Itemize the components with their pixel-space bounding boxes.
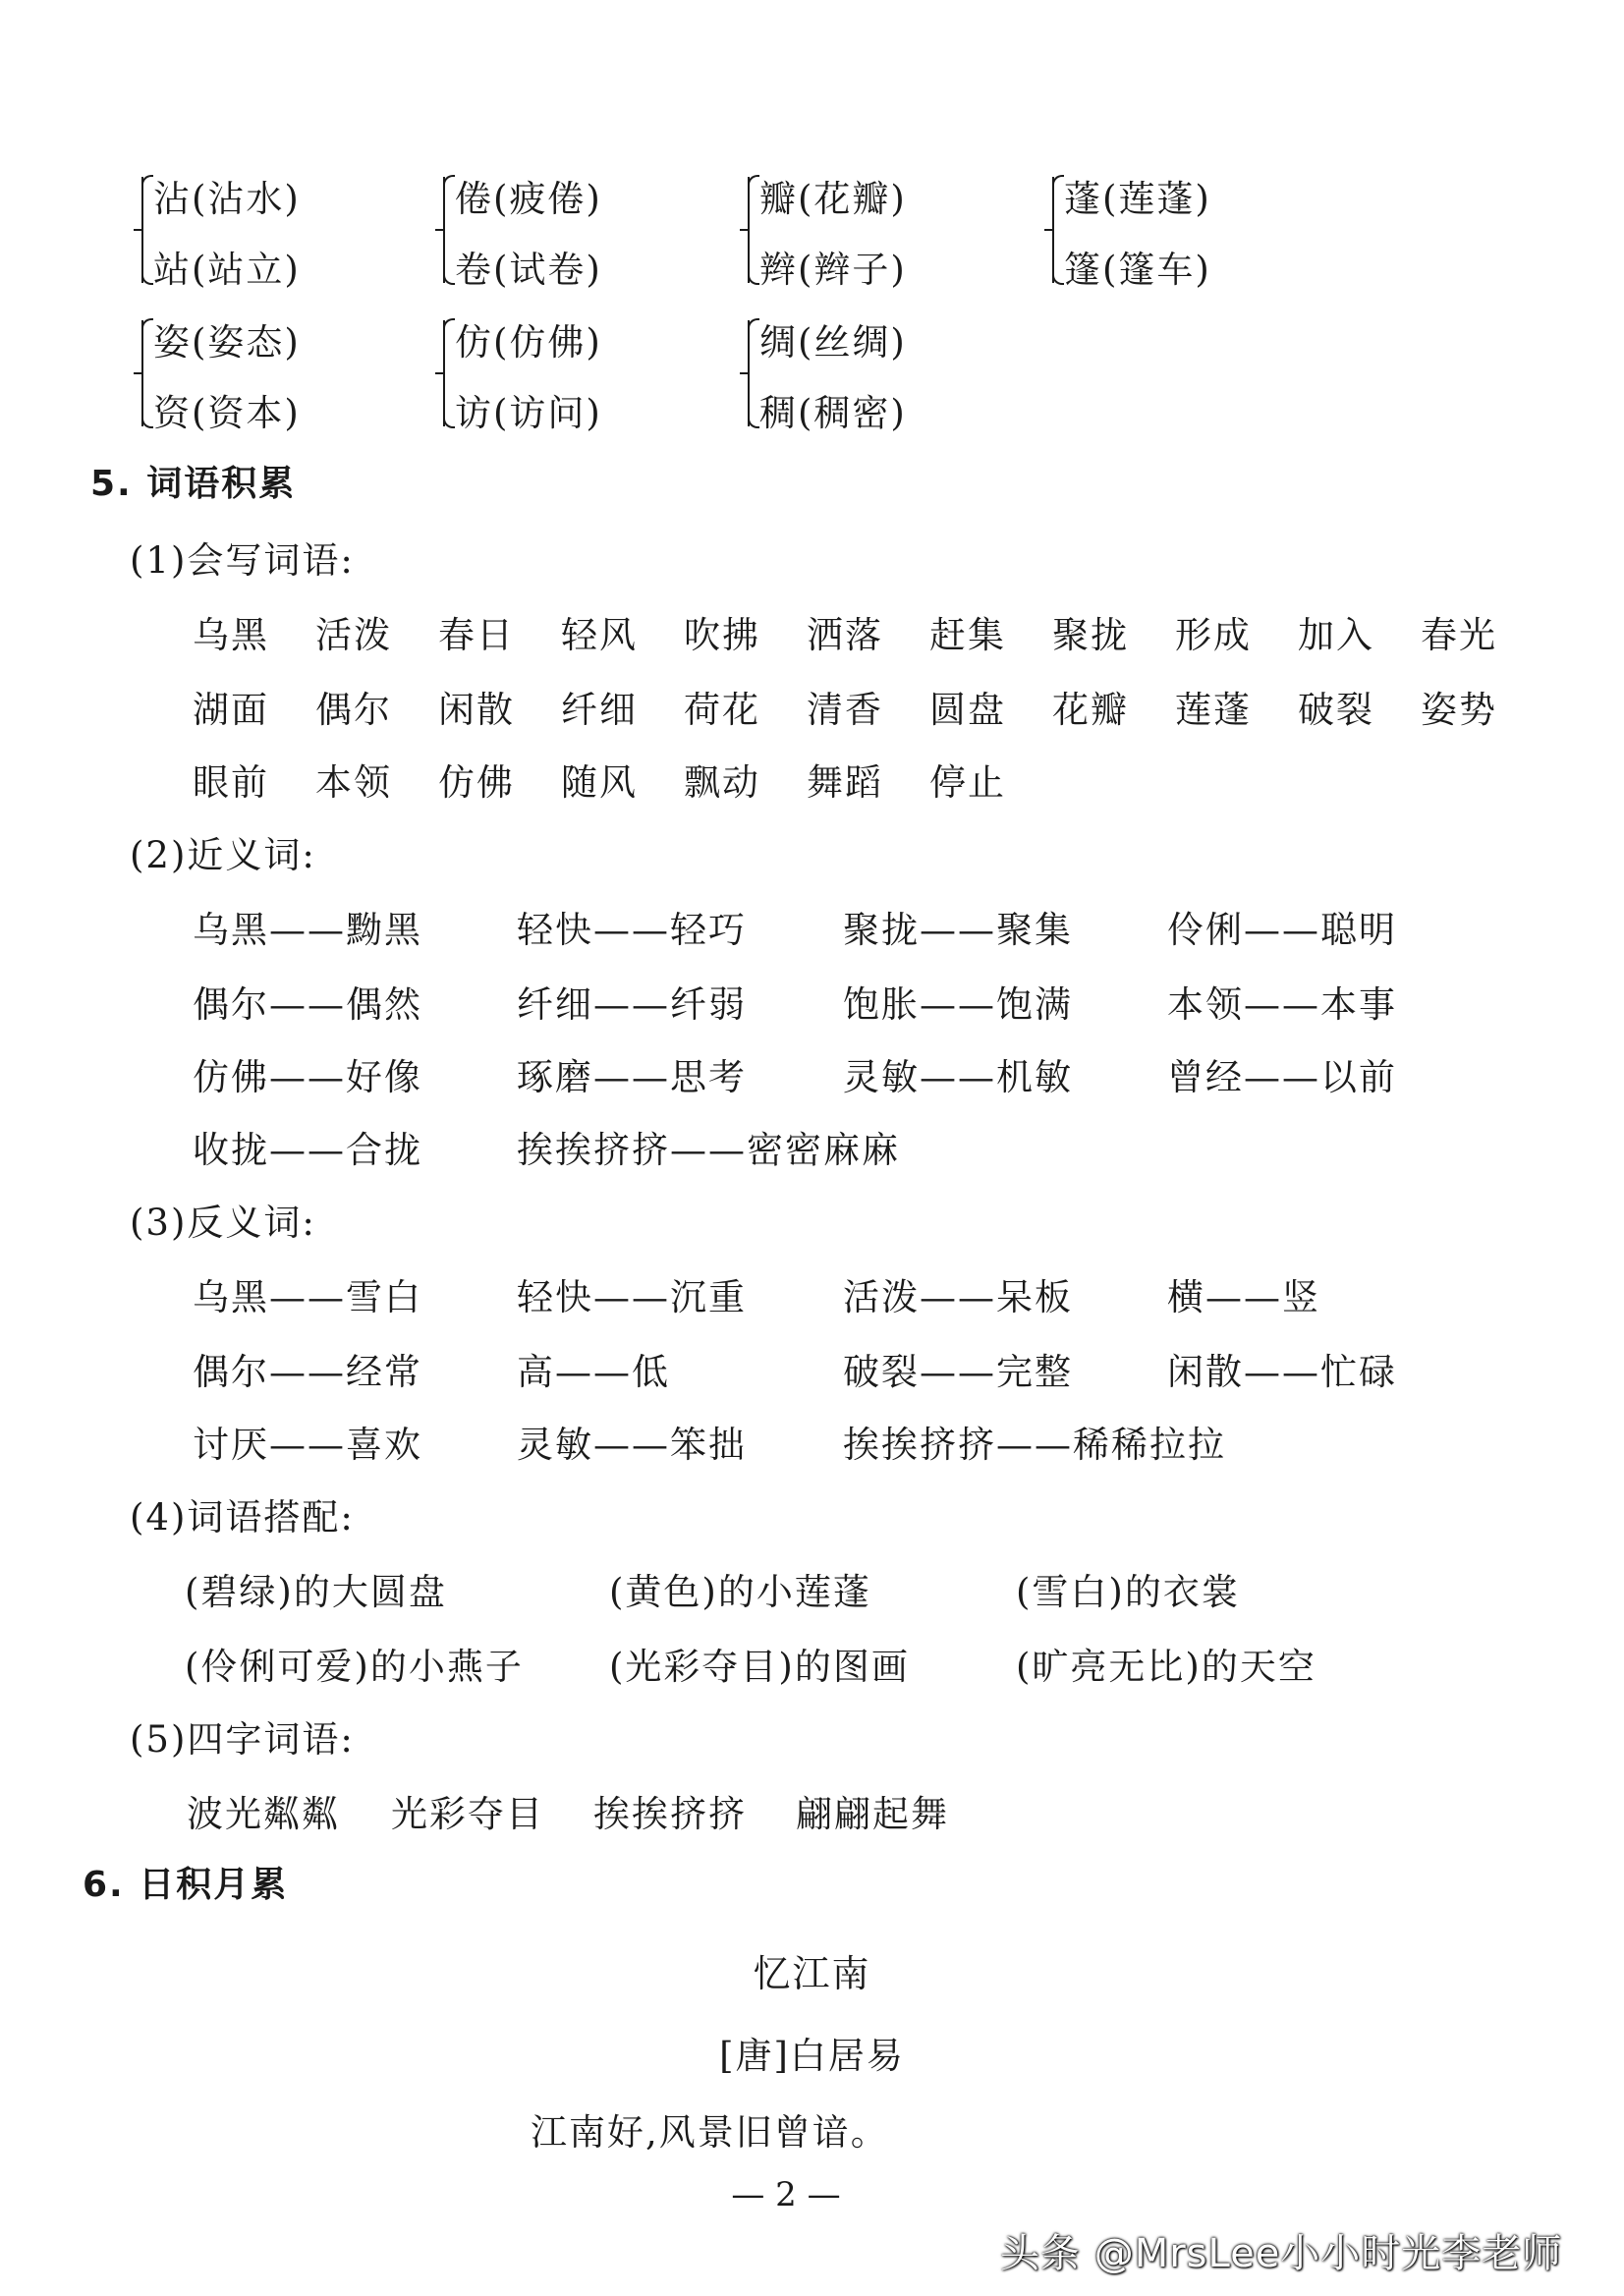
synonym-pair: 饱胀——饱满 [843, 983, 1073, 1026]
word: 停止 [929, 761, 1006, 804]
subsection-label: (2)近义词: [130, 834, 316, 876]
synonym-pair: 灵敏——机敏 [843, 1056, 1073, 1098]
pair-item: 资(资本) [153, 392, 301, 434]
word: 湖面 [193, 689, 269, 731]
word: 莲蓬 [1175, 689, 1252, 731]
word: 飘动 [684, 761, 760, 804]
collocation: (雪白)的衣裳 [1016, 1571, 1240, 1613]
antonym-pair: 乌黑——雪白 [193, 1276, 422, 1318]
word: 仿佛 [438, 761, 515, 804]
pair-item: 绸(丝绸) [759, 321, 907, 364]
word: 舞蹈 [807, 761, 883, 804]
word: 赶集 [929, 614, 1006, 656]
word: 随风 [561, 761, 638, 804]
antonym-pair: 灵敏——笨拙 [517, 1424, 747, 1466]
word: 破裂 [1298, 689, 1374, 731]
pair-item: 姿(姿态) [153, 321, 301, 364]
idiom: 光彩夺目 [391, 1793, 544, 1835]
collocation: (伶俐可爱)的小燕子 [185, 1646, 524, 1688]
section-title: 6. 日积月累 [83, 1865, 289, 1905]
subsection-label: (4)词语搭配: [130, 1496, 355, 1539]
word: 乌黑 [193, 614, 269, 656]
page-number: — 2 — [731, 2175, 841, 2214]
antonym-pair: 挨挨挤挤——稀稀拉拉 [843, 1424, 1226, 1466]
synonym-pair: 偶尔——偶然 [193, 983, 422, 1026]
antonym-pair: 讨厌——喜欢 [193, 1424, 422, 1466]
synonym-pair: 聚拢——聚集 [843, 909, 1073, 951]
antonym-pair: 横——竖 [1167, 1276, 1320, 1318]
synonym-pair: 曾经——以前 [1167, 1056, 1397, 1098]
section-title: 5. 词语积累 [90, 464, 297, 504]
pair-item: 站(站立) [153, 249, 301, 291]
synonym-pair: 琢磨——思考 [517, 1056, 747, 1098]
pair-item: 辫(辫子) [759, 249, 907, 291]
collocation: (旷亮无比)的天空 [1016, 1646, 1316, 1688]
word: 活泼 [315, 614, 392, 656]
synonym-pair: 收拢——合拢 [193, 1129, 422, 1171]
watermark: 头条 @MrsLee小小时光李老师 [1000, 2231, 1563, 2276]
pair-item: 篷(篷车) [1064, 249, 1211, 291]
synonym-pair: 乌黑——黝黑 [193, 909, 422, 951]
word: 荷花 [684, 689, 760, 731]
synonym-pair: 仿佛——好像 [193, 1056, 422, 1098]
collocation: (碧绿)的大圆盘 [185, 1571, 447, 1613]
subsection-label: (3)反义词: [130, 1202, 316, 1244]
word: 本领 [315, 761, 392, 804]
pair-item: 沾(沾水) [153, 178, 301, 220]
word: 加入 [1298, 614, 1374, 656]
antonym-pair: 轻快——沉重 [517, 1276, 747, 1318]
antonym-pair: 闲散——忙碌 [1167, 1351, 1397, 1393]
poem-author: [唐]白居易 [719, 2035, 905, 2077]
synonym-pair: 挨挨挤挤——密密麻麻 [517, 1129, 900, 1171]
collocation: (光彩夺目)的图画 [609, 1646, 910, 1688]
collocation: (黄色)的小莲蓬 [609, 1571, 871, 1613]
antonym-pair: 破裂——完整 [843, 1351, 1073, 1393]
pair-item: 倦(疲倦) [455, 178, 602, 220]
subsection-label: (1)会写词语: [130, 539, 355, 582]
word: 春光 [1421, 614, 1497, 656]
word: 春日 [438, 614, 515, 656]
word: 聚拢 [1052, 614, 1129, 656]
idiom: 翩翩起舞 [796, 1793, 949, 1835]
idiom: 波光粼粼 [187, 1793, 340, 1835]
word: 眼前 [193, 761, 269, 804]
synonym-pair: 本领——本事 [1167, 983, 1397, 1026]
pair-item: 瓣(花瓣) [759, 178, 907, 220]
word: 偶尔 [315, 689, 392, 731]
pair-item: 访(访问) [455, 392, 602, 434]
pair-item: 仿(仿佛) [455, 321, 602, 364]
word: 闲散 [438, 689, 515, 731]
word: 姿势 [1421, 689, 1497, 731]
idiom: 挨挨挤挤 [593, 1793, 747, 1835]
poem-title: 忆江南 [753, 1952, 871, 1995]
word: 轻风 [561, 614, 638, 656]
synonym-pair: 纤细——纤弱 [517, 983, 747, 1026]
word: 圆盘 [929, 689, 1006, 731]
word: 吹拂 [684, 614, 760, 656]
word: 花瓣 [1052, 689, 1129, 731]
word: 形成 [1175, 614, 1252, 656]
pair-item: 蓬(莲蓬) [1064, 178, 1211, 220]
antonym-pair: 偶尔——经常 [193, 1351, 422, 1393]
antonym-pair: 高——低 [517, 1351, 670, 1393]
word: 纤细 [561, 689, 638, 731]
synonym-pair: 伶俐——聪明 [1167, 909, 1397, 951]
word: 洒落 [807, 614, 883, 656]
antonym-pair: 活泼——呆板 [843, 1276, 1073, 1318]
word: 清香 [807, 689, 883, 731]
pair-item: 卷(试卷) [455, 249, 602, 291]
pair-item: 稠(稠密) [759, 392, 907, 434]
subsection-label: (5)四字词语: [130, 1718, 355, 1761]
synonym-pair: 轻快——轻巧 [517, 909, 747, 951]
poem-line: 江南好,风景旧曾谙。 [531, 2111, 889, 2154]
